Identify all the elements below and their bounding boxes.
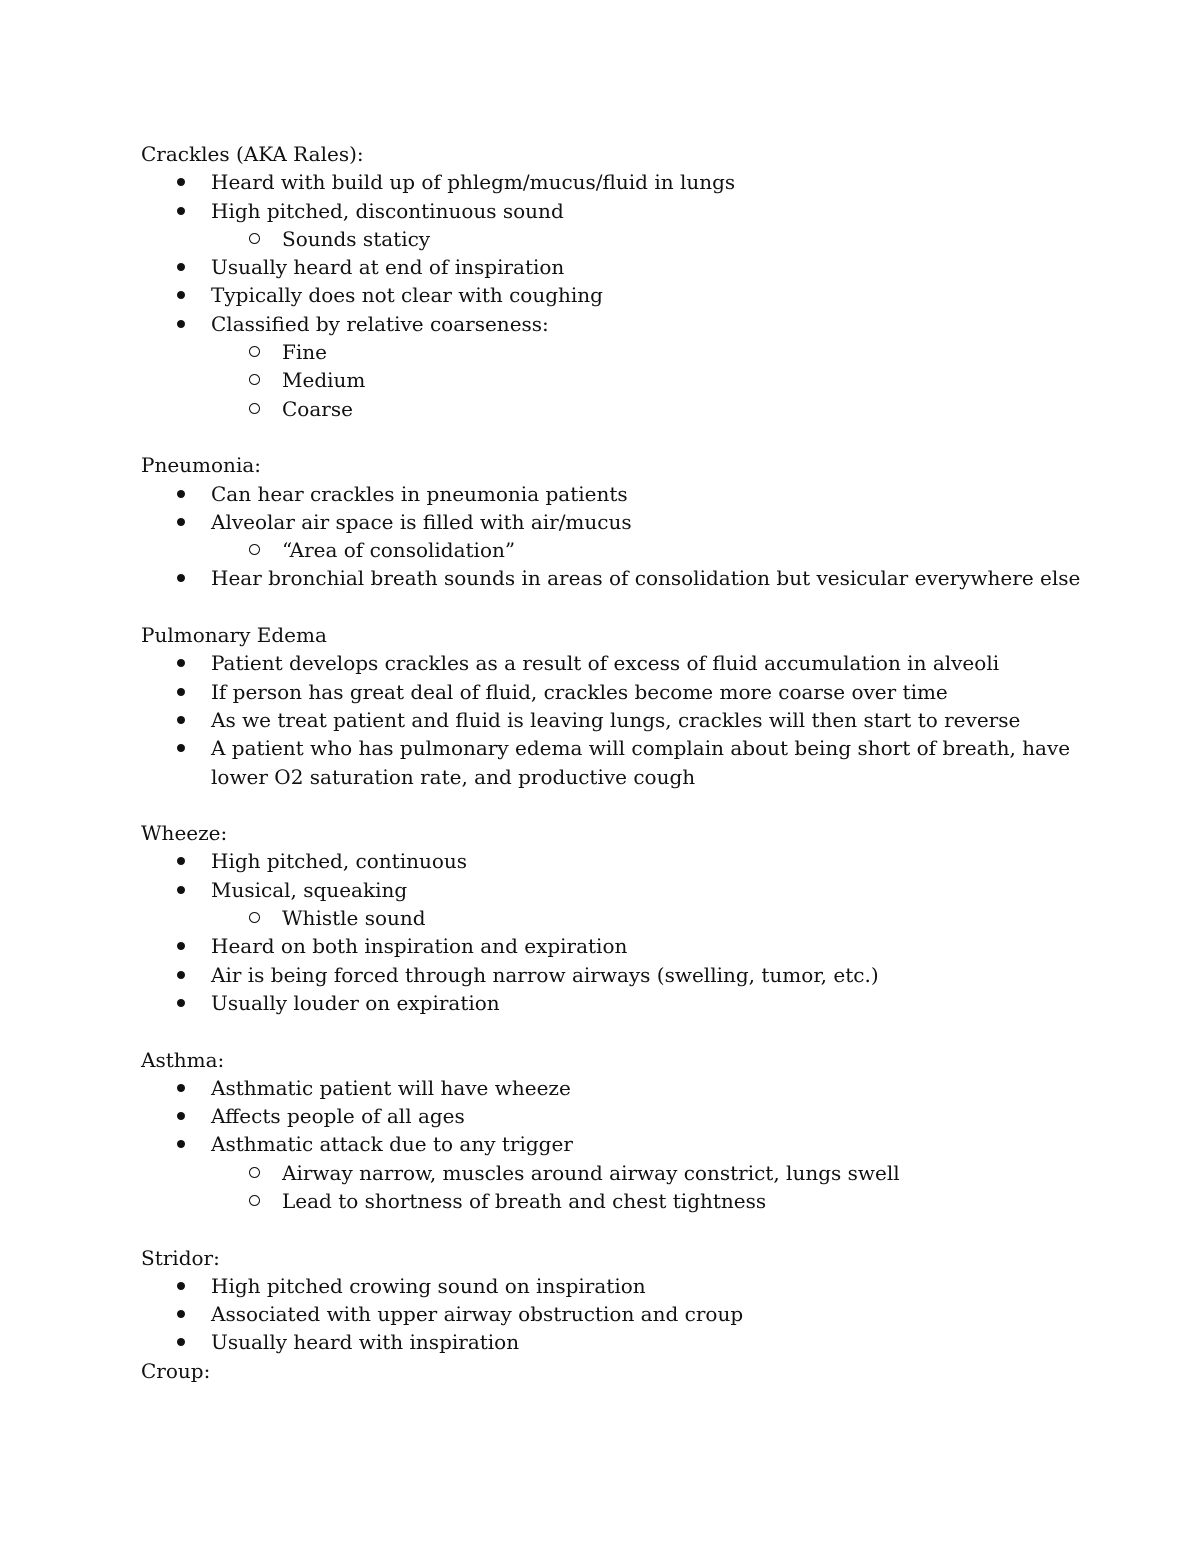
bullet-dot-icon <box>177 688 185 696</box>
list-item-text: High pitched, continuous <box>211 849 468 874</box>
list-item <box>141 253 1101 281</box>
bullet-list <box>141 1272 1101 1357</box>
bullet-dot-icon <box>177 320 185 328</box>
list-item-text: Asthmatic patient will have wheeze <box>211 1075 571 1100</box>
section-heading: Pulmonary Edema <box>141 623 327 648</box>
section-heading: Pneumonia: <box>141 453 261 478</box>
bullet-dot-icon <box>177 518 185 526</box>
sub-list-item-text: Whistle sound <box>282 906 426 931</box>
bullet-dot-icon <box>177 716 185 724</box>
sub-list-item <box>141 536 1101 564</box>
list-item <box>141 1300 1101 1328</box>
sub-list-item-text: Airway narrow, muscles around airway constrict, lungs swell <box>282 1160 900 1185</box>
list-item <box>141 932 1101 960</box>
list-item <box>141 1272 1101 1300</box>
section-spacer <box>141 1215 1101 1243</box>
bullet-list <box>141 649 1101 790</box>
list-item-text: As we treat patient and fluid is leaving lungs, crackles will then start to reverse <box>211 707 1021 732</box>
bullet-dot-icon <box>177 178 185 186</box>
bullet-dot-icon <box>177 999 185 1007</box>
list-item-text: Usually louder on expiration <box>211 990 500 1015</box>
section-heading: Wheeze: <box>141 821 228 846</box>
sub-list-item-text: Coarse <box>282 396 353 421</box>
list-item-text: Associated with upper airway obstruction and croup <box>211 1302 744 1327</box>
list-item-text: Musical, squeaking <box>211 877 408 902</box>
list-item <box>141 168 1101 196</box>
list-item <box>141 706 1101 734</box>
bullet-dot-icon <box>177 490 185 498</box>
list-item-text: Affects people of all ages <box>211 1104 465 1129</box>
list-item <box>141 734 1101 791</box>
list-item <box>141 1328 1101 1356</box>
list-item <box>141 649 1101 677</box>
bullet-list <box>141 1074 1101 1215</box>
bullet-dot-icon <box>177 1282 185 1290</box>
sub-bullet-list <box>211 536 1101 564</box>
list-item-text: Heard on both inspiration and expiration <box>211 934 628 959</box>
list-item <box>141 1130 1101 1215</box>
sub-list-item-text: Medium <box>282 368 366 393</box>
bullet-dot-icon <box>177 1084 185 1092</box>
section-spacer <box>141 1017 1101 1045</box>
section-spacer <box>141 593 1101 621</box>
sub-list-item <box>141 338 1101 366</box>
list-item-text: Classified by relative coarseness: <box>211 311 549 336</box>
hollow-circle-bullet-icon <box>249 346 260 357</box>
list-item <box>141 1074 1101 1102</box>
bullet-dot-icon <box>177 574 185 582</box>
hollow-circle-bullet-icon <box>249 403 260 414</box>
sub-list-item <box>141 1187 1101 1215</box>
list-item <box>141 989 1101 1017</box>
list-item <box>141 197 1101 254</box>
list-item-text: Hear bronchial breath sounds in areas of consolidation but vesicular everywhere else <box>211 566 1081 591</box>
list-item <box>141 480 1101 508</box>
bullet-dot-icon <box>177 744 185 752</box>
section-heading: Crackles (AKA Rales): <box>141 142 364 166</box>
sub-bullet-list <box>211 904 1101 932</box>
hollow-circle-bullet-icon <box>249 1167 260 1178</box>
bullet-list <box>141 168 1101 423</box>
hollow-circle-bullet-icon <box>249 233 260 244</box>
sub-bullet-list <box>211 1159 1101 1216</box>
list-item-text: Alveolar air space is filled with air/mucus <box>211 509 632 534</box>
hollow-circle-bullet-icon <box>249 1195 260 1206</box>
list-item-text: Usually heard at end of inspiration <box>211 255 565 280</box>
list-item-text: If person has great deal of fluid, crackles become more coarse over time <box>211 679 948 704</box>
sub-bullet-list <box>211 225 1101 253</box>
bullet-dot-icon <box>177 1310 185 1318</box>
bullet-dot-icon <box>177 857 185 865</box>
list-item <box>141 310 1101 423</box>
sub-list-item <box>141 225 1101 253</box>
bullet-dot-icon <box>177 971 185 979</box>
bullet-dot-icon <box>177 207 185 215</box>
bullet-dot-icon <box>177 942 185 950</box>
list-item <box>141 564 1101 592</box>
list-item-text: Usually heard with inspiration <box>211 1330 520 1355</box>
bullet-dot-icon <box>177 886 185 894</box>
section-spacer <box>141 791 1101 819</box>
bullet-dot-icon <box>177 1112 185 1120</box>
list-item-text: A patient who has pulmonary edema will complain about being short of breath, have lower O2 saturation rate, and productive cough <box>211 736 1071 789</box>
list-item <box>141 847 1101 875</box>
list-item-text: Asthmatic attack due to any trigger <box>211 1132 573 1157</box>
list-item-text: Can hear crackles in pneumonia patients <box>211 481 628 506</box>
document-body <box>141 140 1101 1385</box>
sub-list-item-text: Fine <box>282 340 327 365</box>
list-item <box>141 678 1101 706</box>
sub-list-item <box>141 904 1101 932</box>
list-item-text: Patient develops crackles as a result of excess of fluid accumulation in alveoli <box>211 651 1000 676</box>
section-spacer <box>141 423 1101 451</box>
section-heading: Stridor: <box>141 1245 220 1270</box>
sub-list-item-text: “Area of consolidation” <box>282 538 516 563</box>
list-item <box>141 508 1101 565</box>
list-item-text: High pitched crowing sound on inspiration <box>211 1273 646 1298</box>
sub-bullet-list <box>211 338 1101 423</box>
section-heading: Croup: <box>141 1358 211 1383</box>
hollow-circle-bullet-icon <box>249 544 260 555</box>
bullet-dot-icon <box>177 291 185 299</box>
bullet-dot-icon <box>177 263 185 271</box>
bullet-list <box>141 480 1101 593</box>
list-item-text: Heard with build up of phlegm/mucus/fluid in lungs <box>211 170 736 195</box>
bullet-dot-icon <box>177 659 185 667</box>
list-item <box>141 281 1101 309</box>
list-item-text: High pitched, discontinuous sound <box>211 198 564 223</box>
bullet-dot-icon <box>177 1140 185 1148</box>
hollow-circle-bullet-icon <box>249 374 260 385</box>
list-item-text: Air is being forced through narrow airways (swelling, tumor, etc.) <box>211 962 879 987</box>
list-item-text: Typically does not clear with coughing <box>211 283 603 308</box>
sub-list-item <box>141 395 1101 423</box>
sub-list-item-text: Sounds staticy <box>282 226 431 251</box>
list-item <box>141 961 1101 989</box>
sub-list-item-text: Lead to shortness of breath and chest tightness <box>282 1188 767 1213</box>
bullet-dot-icon <box>177 1338 185 1346</box>
sub-list-item <box>141 1159 1101 1187</box>
list-item <box>141 1102 1101 1130</box>
section-heading: Asthma: <box>141 1047 225 1072</box>
list-item <box>141 876 1101 933</box>
sub-list-item <box>141 366 1101 394</box>
hollow-circle-bullet-icon <box>249 912 260 923</box>
bullet-list <box>141 847 1101 1017</box>
